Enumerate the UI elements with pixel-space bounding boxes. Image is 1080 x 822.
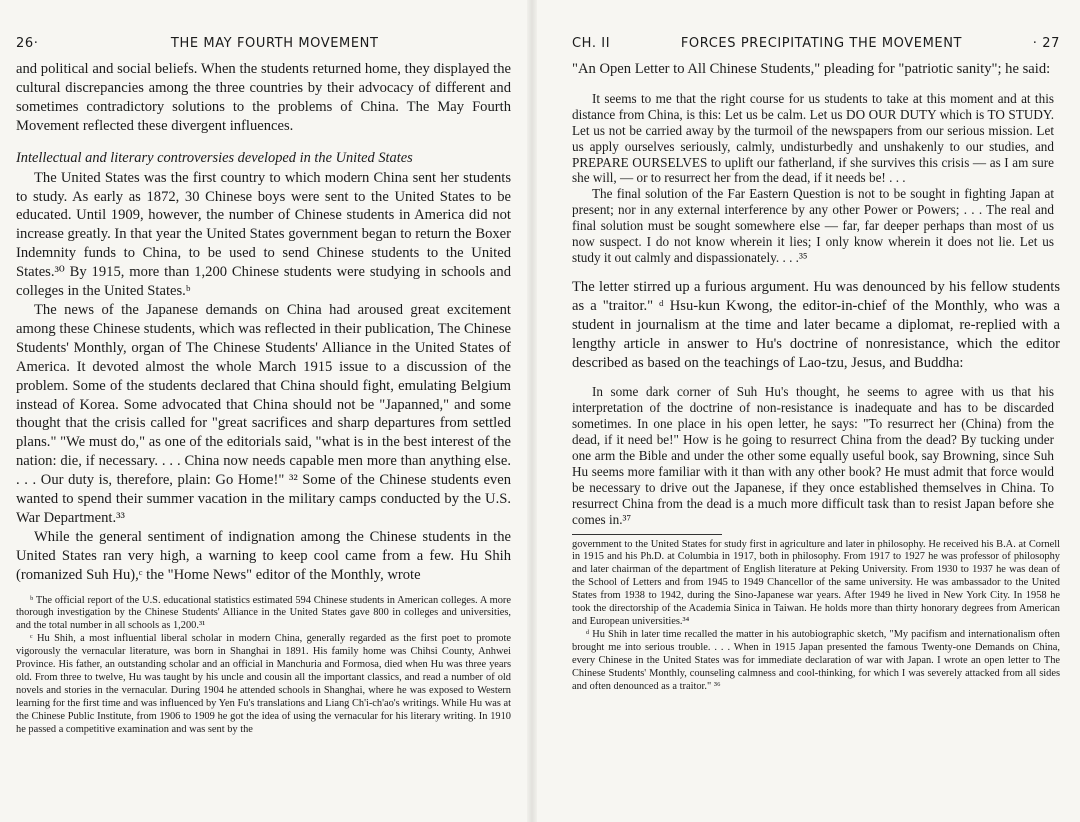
right-running-title: FORCES PRECIPITATING THE MOVEMENT xyxy=(680,36,963,51)
right-running-head xyxy=(572,36,1060,60)
left-running-head xyxy=(16,36,511,60)
left-running-title: THE MAY FOURTH MOVEMENT xyxy=(170,36,379,51)
chapter-label: CH. II xyxy=(572,36,611,51)
left-paragraph-2: The United States was the first country to which modern China sent her students to study. As early as 1872, 30 Chinese boys were sent to the United States to be educated. Until 1909, however, the number of Chinese students in America did not increase greatly. In that year the United States government began to return the Boxer Indemnity funds to China, to be used to send Chinese students to the United States.³⁰ By 1915, more than 1,200 Chinese students were studying in schools and colleges in the United States.ᵇ xyxy=(16,169,511,300)
right-page-number: · 27 xyxy=(1032,36,1060,51)
right-footnotes xyxy=(572,539,1060,694)
right-paragraph: The letter stirred up a furious argument. Hu was denounced by his fellow students as a "traitor." ᵈ Hsu-kun Kwong, the editor-in-chief of the Monthly, who was a student in journalism at the time and later became a diplomat, re-replied with a lengthy article in answer to Hu's doctrine of nonresistance, which the editor described as based on the teachings of Lao-tzu, Jesus, and Buddha: xyxy=(572,278,1060,371)
open-letter-para-1: It seems to me that the right course for us students to take at this moment and at this distance from China, is this: Let us be calm. Let us DO OUR DUTY which is TO STUDY. Let us not be carried away by the turmoil of the newspapers from our serious mission. Let us apply ourselves seriously, calmly, undisturbedly and unshakenly to our studies, and PREPARE OURSELVES to uplift our fatherland, if she survives this crisis — as I am sure she will, — or to resurrect her from the dead, if it needs be! . . . xyxy=(572,90,1054,186)
footnote-rule xyxy=(572,534,722,535)
right-intro: "An Open Letter to All Chinese Students," pleading for "patriotic sanity"; he said: xyxy=(572,61,1051,77)
left-paragraph-3: The news of the Japanese demands on China had aroused great excitement among these Chinese students, which was reflected in their publication, The Chinese Students' Monthly, organ of The Chinese Students' Alliance in the United States of America. It devoted almost the whole March 1915 issue to a discussion of the problem. Some of the students declared that China should fight, emulating Belgium instead of Korea. Some advocated that China should not be "Japanned," and some thought that the crisis called for "great sacrifices and sharp departures from settled plans." "We must do," as one of the editorials said, "what is in the best interest of the nation: die, if necessary. . . . China now needs capable men more than anything else. . . . Our duty is, therefore, plain: Go Home!" ³² Some of the Chinese students even wanted to spend their summer vacation in the military camps conducted by the U.S. War Department.³³ xyxy=(16,301,511,526)
left-paragraph-1: and political and social beliefs. When the students returned home, they displayed the cultural discrepancies among the three countries by their advocacy of different and sometimes contradictory solutions to the problems of China. The May Fourth Movement reflected these divergent influences. xyxy=(16,61,511,134)
left-footnotes xyxy=(16,595,511,737)
open-letter-para-2: The final solution of the Far Eastern Question is not to be sought in fighting Japan at present; nor in any external interference by any other Power or Powers; . . . The real and final solution must be sought somewhere else — far, far deeper perhaps than most of us now suspect. I do not know wherein it lies; I only know wherein it does not lie. Let us study it out calmly and dispassionately. . . .³⁵ xyxy=(572,186,1054,265)
footnote-c: ᶜ Hu Shih, a most influential liberal scholar in modern China, generally regarded as the first poet to promote vigorously the vernacular literature, was born in Shanghai in 1891. His family home was Chihsi County, Anhwei Province. His father, an outstanding scholar and an official in Manchuria and Formosa, died when Hu was three years old. From three to twelve, Hu was taught by his uncle and cousin all the important classics, and read a number of old novels and stories in the vernacular. During 1904 he attended schools in Shanghai, where he was exposed to Western learning for the first time and was influenced by Yen Fu's translations and Liang Ch'i-ch'ao's writings. While Hu was at the Chinese Public Institute, from 1906 to 1909 he got the idea of using the vernacular for his literary writing. In 1910 he passed a competitive examination and was sent by the xyxy=(16,633,511,735)
left-paragraph-4: While the general sentiment of indignation among the Chinese students in the United States ran very high, a warning to keep cool came from a few. Hu Shih (romanized Suh Hu),ᶜ the "Home News" editor of the Monthly, wrote xyxy=(16,528,511,583)
rebuttal-quote xyxy=(572,384,1060,527)
rebuttal-para: In some dark corner of Suh Hu's thought, he seems to agree with us that his interpretation of the doctrine of non-resistance is inadequate and has to be discarded sometimes. In one place in his open letter, he says: "To resurrect her (China) from the dead, if it need be!" How is he going to resurrect China from the dead? By tucking under one arm the Bible and under the other some equally useful book, say Browning, since Suh Hu seems more familiar with it than with any other book? He must admit that force would be necessary to drive out the Japanese, if they once established themselves in China. To resurrect China from the dead is a much more difficult task than to resist Japan before she comes in.³⁷ xyxy=(572,384,1054,527)
right-page xyxy=(545,0,1080,822)
left-page xyxy=(0,0,535,822)
left-page-number: 26· xyxy=(16,36,39,51)
footnote-b: ᵇ The official report of the U.S. educational statistics estimated 594 Chinese students in American colleges. A more thorough investigation by the Chinese Students' Alliance in the United States gave 800 in colleges and universities, and the total number in all schools as 1,200.³¹ xyxy=(16,594,511,632)
footnote-d: ᵈ Hu Shih in later time recalled the matter in his autobiographic sketch, "My pacifism and internationalism often brought me into serious trouble. . . . When in 1915 Japan presented the famous Twenty-one Demands on China, every Chinese in the United States was for immediate declaration of war with Japan. I wrote an open letter to The Chinese Students' Monthly, counseling calmness and cool-thinking, for which I was severely attacked from all sides and often denounced as a traitor." ³⁶ xyxy=(572,628,1060,692)
open-letter-quote xyxy=(572,91,1060,266)
section-heading: Intellectual and literary controversies developed in the United States xyxy=(16,149,413,166)
footnote-c-continued: government to the United States for study first in agriculture and later in philosophy. He received his B.A. at Cornell in 1915 and his Ph.D. at Columbia in 1917, both in philosophy. From 1917 to 1927 he was professor of philosophy and later chairman of the department of English literature at Peking University. From 1930 to 1937 he was dean of the School of Letters and from 1945 to 1949 Chancellor of the same university. He was ambassador to the United States from 1938 to 1942, during the Sino-Japanese war years. After 1949 he lived in New York City. In 1958 he took the directorship of the Academia Sinica in Taiwan. He holds more than thirty honorary degrees from American and European universities.³⁴ xyxy=(572,538,1060,627)
